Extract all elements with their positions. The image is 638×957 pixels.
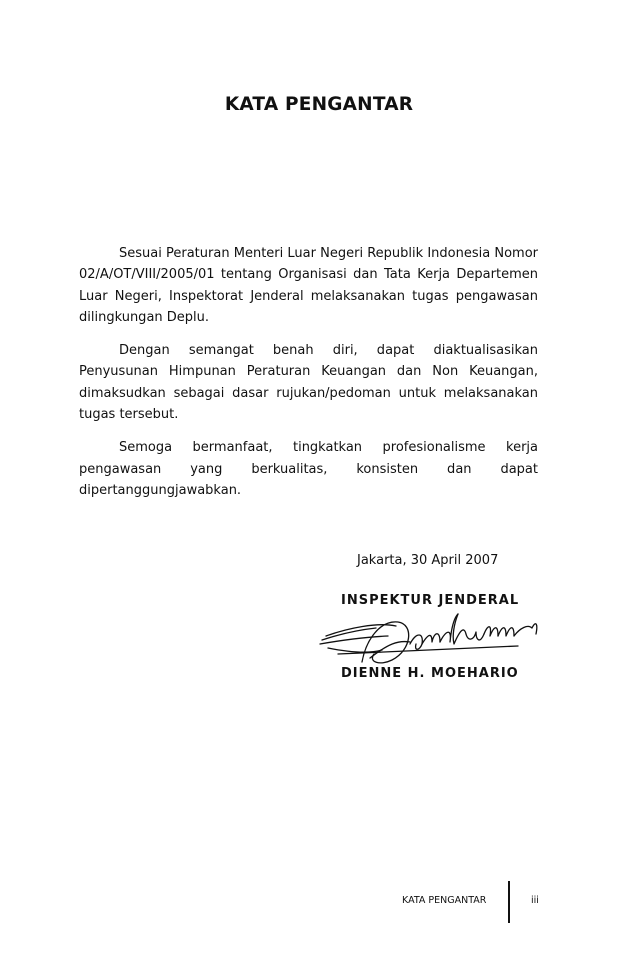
footer-section-label: KATA PENGANTAR <box>402 895 487 906</box>
paragraph-1: Sesuai Peraturan Menteri Luar Negeri Republik Indonesia Nomor 02/A/OT/VIII/2005/01 tentang Organisasi dan Tata Kerja Departemen Luar Negeri, Inspektorat Jenderal melaksanakan tugas pengawasan dilingkungan Deplu. <box>79 246 538 325</box>
footer-divider <box>508 881 510 923</box>
footer-page-number: iii <box>531 895 539 906</box>
page-title: KATA PENGANTAR <box>224 94 414 115</box>
place-date: Jakarta, 30 April 2007 <box>357 553 499 568</box>
paragraph-3: Semoga bermanfaat, tingkatkan profesionalisme kerja pengawasan yang berkualitas, konsisten dan dapat dipertanggungjawabkan. <box>79 440 538 498</box>
signatory-title: INSPEKTUR JENDERAL <box>341 593 520 608</box>
signatory-name: DIENNE H. MOEHARIO <box>341 666 519 681</box>
signature-icon <box>318 610 542 668</box>
body-text <box>79 243 538 513</box>
paragraph-2: Dengan semangat benah diri, dapat diaktualisasikan Penyusunan Himpunan Peraturan Keuangan dan Non Keuangan, dimaksudkan sebagai dasar rujukan/pedoman untuk melaksanakan tugas tersebut. <box>79 343 538 423</box>
